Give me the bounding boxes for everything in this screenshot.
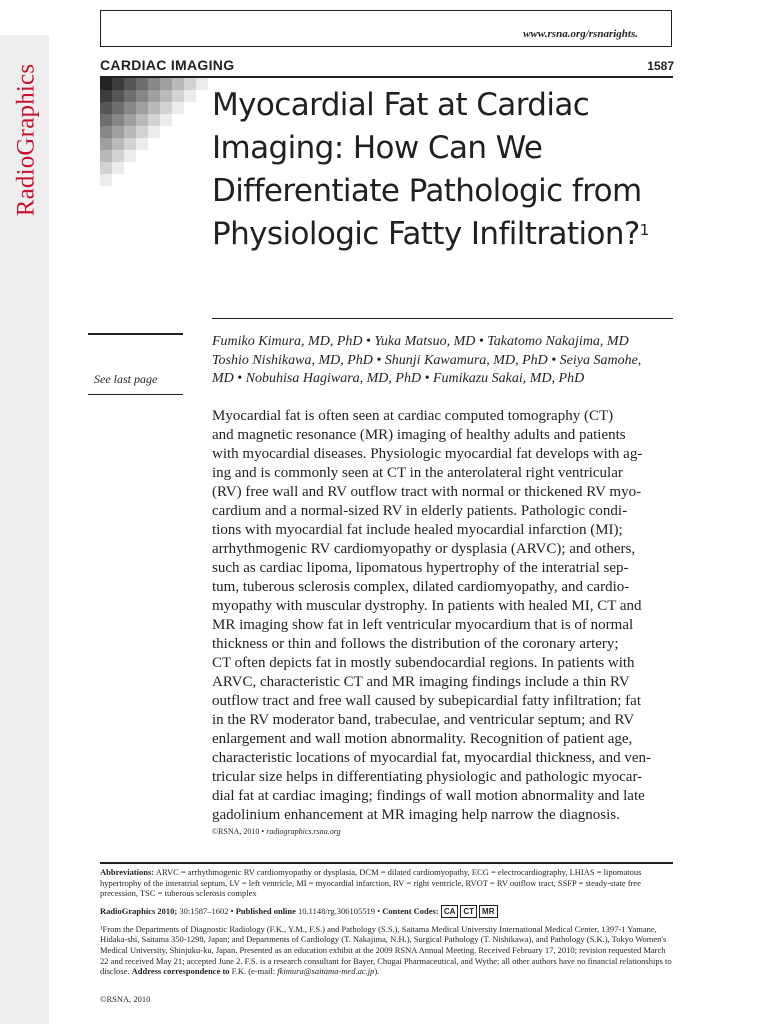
author-line: Toshio Nishikawa, MD, PhD • Shunji Kawamura, MD, PhD • Seiya Samohe,	[212, 352, 642, 368]
published-label: Published online	[235, 905, 296, 916]
gradient-square	[124, 102, 136, 114]
gradient-square	[112, 150, 124, 162]
citation-text: 30:1587–1602 •	[177, 905, 236, 916]
affiliation-text-2: F.K. (e-mail:	[229, 966, 278, 977]
rights-url[interactable]: www.rsna.org/rsnarights.	[523, 28, 638, 40]
gradient-square	[124, 126, 136, 138]
affiliation-text-3: ).	[374, 966, 380, 977]
gradient-square	[160, 78, 172, 90]
gradient-square	[148, 78, 160, 90]
abbreviations-label: Abbreviations:	[100, 867, 155, 877]
gradient-square	[148, 90, 160, 102]
gradient-square	[172, 90, 184, 102]
affiliation-note	[100, 924, 676, 977]
copyright-prefix: ©RSNA, 2010 •	[212, 827, 267, 836]
footer-rule	[100, 862, 673, 864]
gradient-square	[124, 114, 136, 126]
abbreviations-text: ARVC = arrhythmogenic RV cardiomyopathy or dysplasia, DCM = dilated cardiomyopathy, ECG = electrocardiography, LHIAS = lipomatous hypertrophy of the interatrial septum, LV = left ventricle, MI = myocardial infarction, RV = right ventricle, RVOT = RV outflow tract, SSFP = steady-state free precession, TSC = tuberous sclerosis complex	[100, 867, 642, 899]
article-title	[212, 84, 682, 256]
gradient-square	[112, 162, 124, 174]
gradient-square	[100, 150, 112, 162]
gradient-square	[100, 78, 112, 90]
gradient-square	[172, 78, 184, 90]
gradient-square	[112, 126, 124, 138]
article-title-text: Myocardial Fat at Cardiac Imaging: How Can We Differentiate Pathologic from Physiologic Fatty Infiltration?	[212, 87, 642, 252]
gradient-square	[124, 150, 136, 162]
gradient-square	[160, 102, 172, 114]
gradient-square	[136, 114, 148, 126]
gradient-square	[100, 174, 112, 186]
gradient-square	[124, 138, 136, 150]
margin-rule-top	[88, 333, 183, 335]
gradient-square	[100, 162, 112, 174]
doi-text[interactable]: 10.1148/rg.306105519 •	[295, 905, 383, 916]
section-label: CARDIAC IMAGING	[100, 57, 235, 73]
abstract-copyright	[212, 827, 341, 836]
gradient-square	[136, 102, 148, 114]
gradient-square	[112, 114, 124, 126]
gradient-square	[172, 102, 184, 114]
page-number: 1587	[647, 59, 674, 73]
gradient-square	[100, 138, 112, 150]
gradient-square	[184, 78, 196, 90]
affiliation-text: ¹From the Departments of Diagnostic Radiology (F.K., Y.M., F.S.) and Pathology (S.S.), Saitama Medical University International Medical Center, 1397-1 Yamane, Hidaka-shi, Saitama 350-1298, Japan; and Departments of Cardiology (T. Nakajima, N.H.), Surgical Pathology (T. Nishikawa), and Pathology (S.K.), Tokyo Women's Medical University, Shinjuku-ku, Japan. Presented as an education exhibit at the 2009 RSNA Annual Meeting. Received February 17, 2010; revision requested March 22 and received May 21; accepted June 2. F.S. is a research consultant for Bayer, Chugai Pharmaceutical, and Wythe; all other authors have no financial relationships to disclose.	[100, 923, 672, 977]
gradient-square	[136, 126, 148, 138]
gradient-square	[124, 90, 136, 102]
journal-logo	[8, 60, 44, 220]
gradient-square	[136, 138, 148, 150]
author-list	[212, 333, 682, 389]
margin-rule-bottom	[88, 394, 183, 395]
correspondence-email[interactable]: fkimura@saitama-med.ac.jp	[277, 966, 375, 977]
gradient-square	[148, 114, 160, 126]
correspondence-label: Address correspondence to	[131, 966, 230, 977]
journal-logo-text: RadioGraphics	[12, 63, 40, 217]
author-line: Fumiko Kimura, MD, PhD • Yuka Matsuo, MD • Takatomo Nakajima, MD	[212, 334, 629, 349]
content-code-badge: MR	[479, 905, 497, 918]
citation-label: RadioGraphics 2010;	[100, 905, 178, 916]
abstract-text: Myocardial fat is often seen at cardiac computed tomography (CT) and magnetic resonance (MR) imaging of healthy adults and patients with myocardial diseases. Physiologic myocardial fat develops with ag- ing and is commonly seen at CT in the anterolateral right ventricular (RV) free wall and RV outflow tract with normal or thickened RV myo- cardium and a normal-sized RV in elderly patients. Pathologic condi- tions with myocardial fat include healed myocardial infarction (MI); arrhythmogenic RV cardiomyopathy or dysplasia (ARVC); and others, such as cardiac lipoma, lipomatous hypertrophy of the interatrial sep- tum, tuberous sclerosis complex, dilated cardiomyopathy, and cardio- myopathy with muscular dystrophy. In patients with healed MI, CT and MR imaging show fat in left ventricular myocardium that is of normal thickness or thin and follows the distribution of the coronary artery; CT often depicts fat in mostly subendocardial regions. In patients with ARVC, characteristic CT and MR imaging findings include a thin RV outflow tract and free wall caused by subepicardial fatty infiltration; fat in the RV moderator band, trabeculae, and ventricular septum; and RV enlargement and wall motion abnormality. Recognition of patient age, characteristic locations of myocardial fat, myocardial thickness, and ven- tricular size helps in differentiating physiologic and pathologic myocar- dial fat at cardiac imaging; findings of wall motion abnormality and late gadolinium enhancement at MR imaging help narrow the diagnosis.	[212, 408, 651, 823]
abbreviations-note	[100, 867, 676, 899]
gradient-square	[160, 90, 172, 102]
gradient-square	[100, 90, 112, 102]
gradient-square-decoration	[100, 78, 208, 186]
title-footnote-marker: 1	[639, 221, 649, 239]
content-code-badge: CA	[441, 905, 459, 918]
gradient-square	[112, 102, 124, 114]
see-last-page-note[interactable]: See last page	[94, 372, 158, 386]
gradient-square	[148, 126, 160, 138]
gradient-square	[112, 138, 124, 150]
content-code-badge: CT	[460, 905, 477, 918]
journal-url-link[interactable]: radiographics.rsna.org	[266, 827, 341, 836]
gradient-square	[196, 78, 208, 90]
gradient-square	[100, 126, 112, 138]
author-line: MD • Nobuhisa Hagiwara, MD, PhD • Fumikazu Sakai, MD, PhD	[212, 371, 585, 386]
footnotes	[100, 867, 676, 983]
gradient-square	[160, 114, 172, 126]
gradient-square	[100, 102, 112, 114]
gradient-square	[136, 78, 148, 90]
gradient-square	[124, 78, 136, 90]
content-codes-label: Content Codes:	[382, 905, 439, 916]
gradient-square	[184, 90, 196, 102]
gradient-square	[148, 102, 160, 114]
footer-copyright: ©RSNA, 2010	[100, 994, 151, 1004]
title-rule	[212, 318, 673, 319]
gradient-square	[100, 114, 112, 126]
gradient-square	[136, 90, 148, 102]
citation-line	[100, 905, 676, 918]
gradient-square	[112, 78, 124, 90]
gradient-square	[112, 90, 124, 102]
